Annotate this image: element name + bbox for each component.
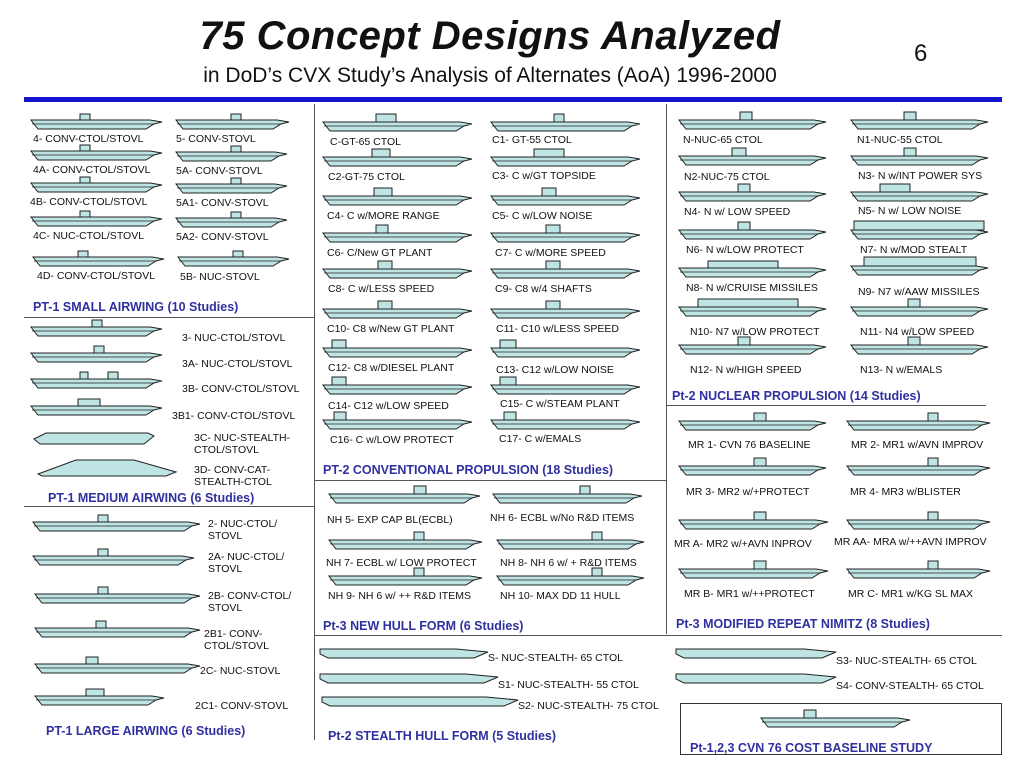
divider [666,104,667,634]
design-label: C3- C w/GT TOPSIDE [492,170,596,182]
design-label: MR 4- MR3 w/BLISTER [850,486,961,498]
carrier-silhouette [850,256,990,278]
carrier-silhouette [175,110,291,132]
design-label: C16- C w/LOW PROTECT [330,434,454,446]
section-title: Pt-2 NUCLEAR PROPULSION (14 Studies) [672,389,921,403]
design-label: S- NUC-STEALTH- 65 CTOL [488,652,623,664]
carrier-silhouette [175,174,289,196]
design-label: N9- N7 w/AAW MISSILES [858,286,980,298]
carrier-silhouette [678,182,828,204]
carrier-silhouette [490,299,642,321]
design-label: S2- NUC-STEALTH- 75 CTOL [518,700,659,712]
design-label: 2- NUC-CTOL/ STOVL [208,518,278,542]
carrier-silhouette [492,484,644,506]
design-label: C1- GT-55 CTOL [492,134,572,146]
design-label: 2B- CONV-CTOL/ STOVL [208,590,292,614]
design-label: N7- N w/MOD STEALT [860,244,968,256]
divider [666,405,986,406]
carrier-silhouette [30,207,164,229]
design-label: 2C1- CONV-STOVL [195,700,289,712]
design-label: C15- C w/STEAM PLANT [500,398,620,410]
design-label: N1-NUC-55 CTOL [857,134,943,146]
carrier-silhouette [490,375,642,397]
carrier-silhouette [328,484,482,506]
design-label: 4D- CONV-CTOL/STOVL [37,270,156,282]
divider [314,104,315,740]
carrier-silhouette [322,112,474,134]
design-label: N8- N w/CRUISE MISSILES [686,282,818,294]
carrier-silhouette [322,147,474,169]
carrier-silhouette [496,530,646,552]
design-label: S3- NUC-STEALTH- 65 CTOL [836,655,977,667]
design-label: N11- N4 w/LOW SPEED [860,326,975,338]
design-label: C14- C12 w/LOW SPEED [328,400,449,412]
section-title: PT-1 SMALL AIRWING (10 Studies) [33,300,239,314]
design-label: NH 5- EXP CAP BL(ECBL) [327,514,453,526]
page-title: 75 Concept Designs Analyzed [199,14,781,58]
design-label: 5A- CONV-STOVL [176,165,263,177]
design-label: MR 2- MR1 w/AVN IMPROV [851,439,984,451]
carrier-silhouette [850,182,990,204]
carrier-silhouette [850,146,990,168]
design-label: N13- N w/EMALS [860,364,943,376]
carrier-silhouette [322,299,474,321]
carrier-silhouette [30,369,164,391]
carrier-silhouette [318,638,490,660]
divider [314,480,666,481]
carrier-silhouette [678,220,828,242]
carrier-silhouette [850,335,990,357]
carrier-silhouette [318,663,500,685]
design-label: C9- C8 w/4 SHAFTS [495,283,592,295]
design-label: N12- N w/HIGH SPEED [690,364,802,376]
carrier-silhouette [177,247,291,269]
divider [24,506,314,507]
section-title: Pt-2 STEALTH HULL FORM (5 Studies) [328,729,557,743]
design-label: C11- C10 w/LESS SPEED [496,323,619,335]
carrier-silhouette [322,223,474,245]
carrier-silhouette [846,510,992,532]
design-label: MR B- MR1 w/++PROTECT [684,588,815,600]
carrier-silhouette [322,186,474,208]
carrier-silhouette [30,317,164,339]
carrier-silhouette [846,456,992,478]
carrier-silhouette [175,208,289,230]
design-label: C4- C w/MORE RANGE [327,210,440,222]
carrier-silhouette [490,259,642,281]
carrier-silhouette [490,147,642,169]
carrier-silhouette [674,638,838,660]
design-label: 4- CONV-CTOL/STOVL [33,133,144,145]
design-label: 2A- NUC-CTOL/ STOVL [208,551,285,575]
design-label: NH 7- ECBL w/ LOW PROTECT [326,557,477,569]
carrier-silhouette [678,258,828,280]
design-label: N5- N w/ LOW NOISE [858,205,962,217]
carrier-silhouette [32,546,196,568]
design-label: 5B- NUC-STOVL [180,271,260,283]
design-label: C10- C8 w/New GT PLANT [327,323,455,335]
carrier-silhouette [850,220,990,242]
design-label: 3- NUC-CTOL/STOVL [182,332,286,344]
section-title: PT-1 LARGE AIRWING (6 Studies) [46,724,246,738]
design-label: N-NUC-65 CTOL [683,134,763,146]
design-label: 5A2- CONV-STOVL [176,231,269,243]
carrier-silhouette [490,186,642,208]
title-rule [24,97,1002,102]
design-label: 5- CONV-STOVL [176,133,256,145]
carrier-silhouette [490,112,642,134]
carrier-silhouette [678,110,828,132]
carrier-silhouette [322,259,474,281]
design-label: 2C- NUC-STOVL [200,665,281,677]
carrier-silhouette [490,223,642,245]
carrier-silhouette [760,708,912,730]
carrier-silhouette [36,456,178,478]
carrier-silhouette [175,142,289,164]
carrier-silhouette [678,559,830,581]
design-label: 3B- CONV-CTOL/STOVL [182,383,300,395]
carrier-silhouette [34,654,202,676]
carrier-silhouette [490,410,642,432]
design-label: NH 9- NH 6 w/ ++ R&D ITEMS [328,590,471,602]
carrier-silhouette [846,559,992,581]
design-label: 5A1- CONV-STOVL [176,197,269,209]
carrier-silhouette [30,343,164,365]
design-label: S1- NUC-STEALTH- 55 CTOL [498,679,639,691]
carrier-silhouette [678,456,828,478]
design-label: 4A- CONV-CTOL/STOVL [33,164,151,176]
carrier-silhouette [34,686,166,708]
design-label: N3- N w/INT POWER SYS [858,170,983,182]
design-label: 4B- CONV-CTOL/STOVL [30,196,148,208]
carrier-silhouette [32,424,156,446]
carrier-silhouette [678,297,828,319]
design-label: NH 6- ECBL w/No R&D ITEMS [490,512,635,524]
carrier-silhouette [328,530,484,552]
design-label: 2B1- CONV-CTOL/STOVL [204,628,269,652]
design-label: C12- C8 w/DIESEL PLANT [328,362,455,374]
design-label: C7- C w/MORE SPEED [495,247,606,259]
design-label: C17- C w/EMALS [499,433,582,445]
design-label: C2-GT-75 CTOL [328,171,405,183]
carrier-silhouette [850,297,990,319]
carrier-silhouette [30,396,164,418]
carrier-silhouette [30,110,164,132]
carrier-silhouette [32,512,202,534]
design-label: 3D- CONV-CAT-STEALTH-CTOL [194,464,272,488]
carrier-silhouette [674,663,838,685]
design-label: C5- C w/LOW NOISE [492,210,593,222]
design-label: 3A- NUC-CTOL/STOVL [182,358,293,370]
section-title: Pt-1,2,3 CVN 76 COST BASELINE STUDY [690,741,933,755]
section-title: PT-2 CONVENTIONAL PROPULSION (18 Studies) [323,463,614,477]
design-label: C8- C w/LESS SPEED [328,283,435,295]
design-label: N10- N7 w/LOW PROTECT [690,326,820,338]
carrier-silhouette [322,338,474,360]
carrier-silhouette [850,110,990,132]
carrier-silhouette [846,411,992,433]
carrier-silhouette [328,566,484,588]
carrier-silhouette [678,335,828,357]
carrier-silhouette [678,510,830,532]
design-label: N6- N w/LOW PROTECT [686,244,804,256]
design-label: N4- N w/ LOW SPEED [684,206,791,218]
carrier-silhouette [322,410,474,432]
design-label: NH 8- NH 6 w/ + R&D ITEMS [500,557,637,569]
design-label: 4C- NUC-CTOL/STOVL [33,230,145,242]
carrier-silhouette [678,146,828,168]
carrier-silhouette [320,686,520,708]
carrier-silhouette [496,566,646,588]
design-label: C-GT-65 CTOL [330,136,401,148]
carrier-silhouette [32,247,166,269]
design-label: N2-NUC-75 CTOL [684,171,770,183]
design-label: MR AA- MRA w/++AVN IMPROV [834,536,987,548]
carrier-silhouette [490,338,642,360]
design-label: NH 10- MAX DD 11 HULL [500,590,621,602]
carrier-silhouette [678,411,828,433]
page-number: 6 [914,40,928,67]
divider [314,635,1002,636]
design-label: S4- CONV-STEALTH- 65 CTOL [836,680,984,692]
design-label: MR 1- CVN 76 BASELINE [688,439,811,451]
design-label: 3C- NUC-STEALTH-CTOL/STOVL [194,432,291,456]
section-title: Pt-3 NEW HULL FORM (6 Studies) [323,619,524,633]
section-title: Pt-3 MODIFIED REPEAT NIMITZ (8 Studies) [676,617,930,631]
design-label: MR 3- MR2 w/+PROTECT [686,486,810,498]
carrier-silhouette [322,375,474,397]
carrier-silhouette [30,173,164,195]
design-label: 3B1- CONV-CTOL/STOVL [172,410,296,422]
page-subtitle: in DoD’s CVX Study’s Analysis of Alternates (AoA) 1996-2000 [203,64,777,87]
section-title: PT-1 MEDIUM AIRWING (6 Studies) [48,491,255,505]
design-label: MR C- MR1 w/KG SL MAX [848,588,974,600]
carrier-silhouette [34,618,202,640]
design-label: MR A- MR2 w/+AVN INPROV [674,538,812,550]
carrier-silhouette [34,584,202,606]
design-label: C13- C12 w/LOW NOISE [496,364,614,376]
design-label: C6- C/New GT PLANT [327,247,433,259]
